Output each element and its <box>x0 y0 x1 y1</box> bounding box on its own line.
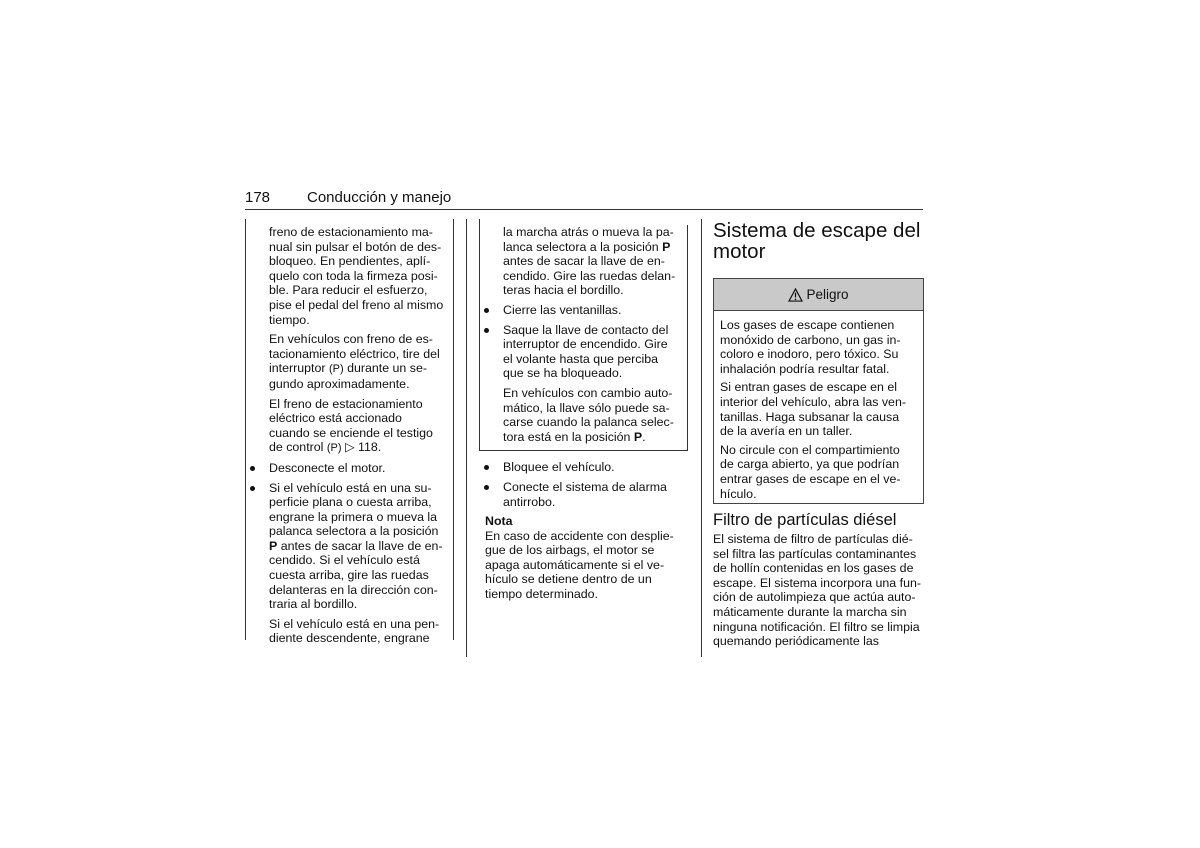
text-line: Saque la llave de contacto del <box>503 322 669 337</box>
text-line: Si entran gases de escape en el <box>720 380 898 395</box>
text-line: tacionamiento eléctrico, tire del <box>269 346 440 361</box>
text-line: traria al bordillo. <box>269 597 358 612</box>
text-line: El sistema de filtro de partículas dié- <box>713 532 913 546</box>
text-line: coloro e inodoro, pero tóxico. Su <box>720 347 899 362</box>
page-header <box>245 189 923 209</box>
text-line: En caso de accidente con desplie- <box>485 528 674 543</box>
heading-line: Sistema de escape del <box>713 219 921 242</box>
text-line: escape. El sistema incorpora una fun- <box>713 575 921 590</box>
subsection-heading: Filtro de partículas diésel <box>713 511 897 529</box>
col1-bullet-1 <box>245 461 455 476</box>
col2-bullet-3 <box>479 460 691 475</box>
text-line: delanteras en la dirección con- <box>269 582 438 597</box>
parking-switch-icon: (P) <box>328 363 344 376</box>
text-line: Los gases de escape contienen <box>720 318 895 332</box>
text-line: cendido. Si el vehículo está <box>269 553 420 568</box>
text-line: Si el vehículo está en una su- <box>269 480 432 495</box>
col2-bullet-4 <box>479 480 691 509</box>
col1-p2 <box>245 332 455 391</box>
text-line: de control <box>269 440 324 455</box>
note-heading: Nota <box>485 514 513 529</box>
page-reference: 118. <box>357 440 382 455</box>
text-line: apaga automáticamente si el ve- <box>485 557 665 572</box>
text-line: la marcha atrás o mueva la pa- <box>503 225 674 239</box>
column-2 <box>479 225 691 602</box>
warning-triangle-icon <box>788 288 803 302</box>
bullet-icon <box>484 308 489 313</box>
text-line: En vehículos con freno de es- <box>269 332 433 347</box>
text-line: lanca selectora a la posición <box>503 239 659 254</box>
text-line: monóxido de carbono, un gas in- <box>720 332 901 347</box>
text-line: inhalación podría resultar fatal. <box>720 361 890 376</box>
page-number: 178 <box>245 189 271 206</box>
column-1 <box>245 225 455 646</box>
text-line: gundo aproximadamente. <box>269 376 410 391</box>
col1-bullet-2 <box>245 481 455 612</box>
text-line: de carga abierto, ya que podrían <box>720 457 900 472</box>
text-bold: P <box>633 429 643 444</box>
text-line: interruptor de encendido. Gire <box>503 337 668 352</box>
text-line: tora está en la posición <box>503 429 631 444</box>
text-line: cuesta arriba, gire las ruedas <box>269 568 429 583</box>
text-line: quelo con toda la firmeza posi- <box>269 268 438 283</box>
text-line: cendido. Gire las ruedas delan- <box>503 268 676 283</box>
text-line: hículo. <box>720 486 757 501</box>
text-line: antes de sacar la llave de en- <box>277 538 443 553</box>
text-line: nual sin pulsar el botón de des- <box>269 239 442 254</box>
text-line: tanillas. Haga subsanar la causa <box>720 409 900 424</box>
text-line: ble. Para reducir el esfuerzo, <box>269 283 428 298</box>
text-line: perficie plana o cuesta arriba, <box>269 495 432 510</box>
reference-arrow-icon: ▷ <box>345 440 355 455</box>
text-line: sel filtra las partículas contaminantes <box>713 546 917 561</box>
text-line: Conecte el sistema de alarma <box>503 479 667 494</box>
text-line: Si el vehículo está en una pen- <box>269 616 440 631</box>
text-line: cuando se enciende el testigo <box>269 425 433 440</box>
text-line: palanca selectora a la posición <box>269 524 439 539</box>
bullet-icon <box>250 466 255 471</box>
text-line: teras hacia el bordillo. <box>503 283 624 298</box>
col1-p1 <box>245 225 455 327</box>
column2-right-rule <box>701 219 702 657</box>
text-line: antirrobo. <box>503 494 556 509</box>
danger-header <box>714 279 923 311</box>
text-line: Bloquee el vehículo. <box>503 460 615 475</box>
danger-label: Peligro <box>806 287 849 302</box>
text-line: No circule con el compartimiento <box>720 442 900 457</box>
text-line: tiempo determinado. <box>485 587 598 602</box>
col2-bullet-2 <box>479 323 687 381</box>
danger-p2 <box>720 380 917 438</box>
text-line: engrane la primera o mueva la <box>269 509 438 524</box>
section-heading <box>713 220 928 262</box>
danger-box <box>713 278 924 504</box>
text-line: bloqueo. En pendientes, aplí- <box>269 254 431 269</box>
text-bold: P <box>269 538 278 553</box>
text-line: Cierre las ventanillas. <box>503 302 622 317</box>
text-line: antes de sacar la llave de en- <box>503 254 665 269</box>
parking-switch-icon: (P) <box>326 442 342 455</box>
bullet-icon <box>250 486 255 491</box>
text-line: entrar gases de escape en el ve- <box>720 471 901 486</box>
text-line: el volante hasta que perciba <box>503 351 658 366</box>
text-line: eléctrico está accionado <box>269 411 402 426</box>
text-line: que se ha bloqueado. <box>503 366 623 381</box>
col1-p4 <box>245 617 455 646</box>
bullet-icon <box>484 465 489 470</box>
text-line: En vehículos con cambio auto- <box>503 385 673 400</box>
text-line: de la avería en un taller. <box>720 424 853 439</box>
text-line: El freno de estacionamiento <box>269 396 423 411</box>
text-line: pise el pedal del freno al mismo <box>269 297 444 312</box>
note-block <box>479 514 691 602</box>
header-divider <box>245 209 923 210</box>
col1-p3 <box>245 397 455 456</box>
text-line: interruptor <box>269 361 326 376</box>
text-bold: P <box>662 239 671 254</box>
text-line: mático, la llave sólo puede sa- <box>503 400 670 415</box>
text-line: durante un se- <box>347 361 427 376</box>
text-line: carse cuando la palanca selec- <box>503 415 674 430</box>
text-line: hículo se detiene dentro de un <box>485 572 652 587</box>
text-line: gue de los airbags, el motor se <box>485 543 655 558</box>
danger-p3 <box>720 443 917 501</box>
text-line: de hollín contenidas en los gases de <box>713 561 914 576</box>
text-line: diente descendente, engrane <box>269 631 430 646</box>
text-line: ción de autolimpieza que actúa auto- <box>713 590 916 605</box>
danger-body <box>714 311 923 501</box>
danger-p1 <box>720 318 917 376</box>
section-title: Conducción y manejo <box>307 189 452 206</box>
column2-left-rule <box>466 219 467 657</box>
dpf-paragraph <box>713 532 928 649</box>
bullet-icon <box>484 328 489 333</box>
text-line: tiempo. <box>269 312 310 327</box>
text-line: máticamente durante la marcha sin <box>713 604 907 619</box>
text-line: quemando periódicamente las <box>713 634 880 649</box>
col2-bullet-1 <box>479 303 687 318</box>
bullet-icon <box>484 485 489 490</box>
text-line: interior del vehículo, abra las ven- <box>720 394 906 409</box>
text-line: . <box>642 429 646 444</box>
heading-line: motor <box>713 240 766 263</box>
text-line: Desconecte el motor. <box>269 460 386 475</box>
col2-p2 <box>503 386 687 444</box>
text-line: freno de estacionamiento ma- <box>269 225 433 239</box>
text-line: ninguna notificación. El filtro se limpia <box>713 619 920 634</box>
continued-box <box>479 225 688 451</box>
